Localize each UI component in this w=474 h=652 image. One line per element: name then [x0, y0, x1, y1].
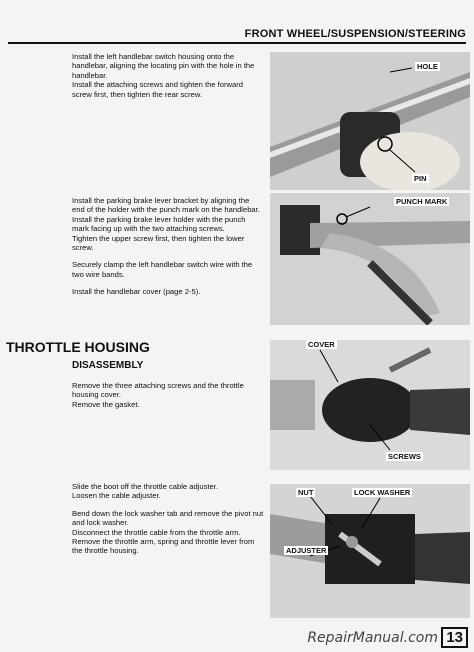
label-cover: COVER	[308, 340, 335, 349]
label-screws: SCREWS	[388, 452, 421, 461]
instruction-paragraph: Remove the gasket.	[72, 399, 140, 409]
page-header-title: FRONT WHEEL/SUSPENSION/STEERING	[244, 28, 466, 40]
instruction-paragraph: Securely clamp the left handlebar switch wire with the two wire bands.	[72, 260, 253, 279]
label-lock-washer: LOCK WASHER	[354, 488, 411, 497]
photo-handlebar-switch	[270, 52, 470, 190]
instruction-block-3	[72, 381, 264, 417]
label-nut: NUT	[298, 488, 314, 497]
label-punch-mark: PUNCH MARK	[396, 197, 448, 206]
instruction-block-4	[72, 482, 264, 564]
instruction-paragraph: Install the handlebar cover (page 2-5).	[72, 287, 201, 297]
header-rule	[8, 42, 466, 44]
page-number: 13	[441, 627, 468, 648]
photo-throttle-arm	[270, 484, 470, 618]
label-hole: HOLE	[417, 62, 438, 71]
label-adjuster: ADJUSTER	[286, 546, 327, 555]
instruction-paragraph: Bend down the lock washer tab and remove the pivot nut and lock washer.	[72, 508, 264, 528]
instruction-block-2	[72, 196, 264, 305]
footer-brand-watermark: RepairManual.com	[307, 630, 438, 646]
section-title: THROTTLE HOUSING	[6, 339, 150, 355]
instruction-paragraph: Install the parking brake lever holder with the punch mark facing up with the two attaching screws.	[72, 214, 246, 234]
instruction-paragraph: Remove the throttle arm, spring and throttle lever from the throttle housing.	[72, 537, 255, 556]
label-pin: PIN	[414, 174, 427, 183]
photo-parking-brake-bracket	[270, 193, 470, 325]
instruction-paragraph: Slide the boot off the throttle cable adjuster.	[72, 482, 218, 491]
instruction-paragraph: Remove the three attaching screws and the throttle housing cover.	[72, 381, 244, 400]
instruction-paragraph: Loosen the cable adjuster.	[72, 491, 161, 501]
photo-throttle-cover	[270, 340, 470, 470]
instruction-paragraph: Install the attaching screws and tighten the forward screw first, then tighten the rear screw.	[72, 80, 243, 99]
instruction-paragraph: Tighten the upper screw first, then tighten the lower screw.	[72, 233, 245, 253]
instruction-paragraph: Install the left handlebar switch housing onto the handlebar, aligning the locating pin with the hole in the handlebar.	[72, 52, 255, 80]
instruction-block-1	[72, 52, 264, 107]
instruction-paragraph: Disconnect the throttle cable from the throttle arm.	[72, 527, 241, 537]
section-subtitle: DISASSEMBLY	[72, 360, 144, 371]
instruction-paragraph: Install the parking brake lever bracket by aligning the end of the holder with the punch mark on the handlebar.	[72, 196, 260, 215]
